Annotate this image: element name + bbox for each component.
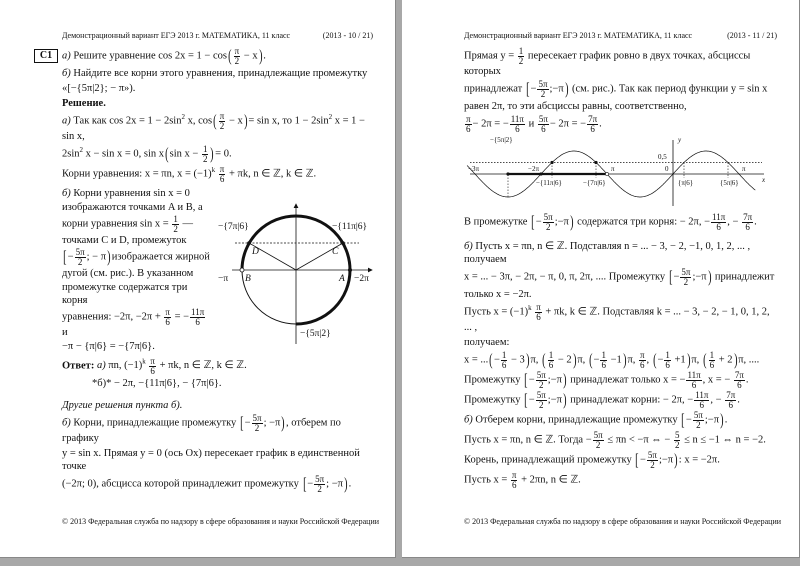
graph-label-5pi-6: {5π|6} (720, 179, 739, 187)
fraction: $\frac{1}{2}$ (173, 214, 178, 234)
fraction: $\frac{5\pi}{2}$ (536, 390, 546, 410)
graph-label-minus-7pi-6: −{7π|6} (583, 179, 606, 187)
alt-solution-heading: Другие решения пункта б). (62, 400, 183, 411)
solution-line: а) Так как $\cos 2x = 1 - 2\sin^2$ x, cos( $\frac{\pi}{2}$ − x)= sin x, то $1 - 2\sin^2$ x = 1 − sin x, (62, 111, 365, 142)
fraction: $\frac{11\pi}{6}$ (695, 390, 709, 410)
fraction: $\frac{\pi}{6}$ (511, 470, 517, 490)
fraction: $\frac{1}{6}$ (601, 350, 606, 370)
fraction: $\frac{7\pi}{6}$ (734, 370, 744, 390)
graph-point (594, 161, 597, 164)
text-line: Промежутку [− $\frac{5\pi}{2}$ ;−π) принадлежат корни: − 2π, − $\frac{11\pi}{6}$ , − $\frac{7\pi}{6}$ . (464, 390, 740, 410)
point-A (348, 268, 352, 272)
fraction: $\frac{11\pi}{6}$ (687, 370, 701, 390)
graph-label-y: y (678, 136, 682, 144)
label-minus-11pi-6: −{11π|6} (332, 222, 368, 232)
label-minus-pi: −π (218, 274, 229, 284)
label-B: B (245, 274, 251, 284)
page-number: (2013 - 10 / 21) (322, 31, 373, 40)
label-A: A (339, 274, 345, 284)
fraction: $\frac{1}{6}$ (709, 350, 715, 370)
point-C (341, 241, 345, 245)
page-header-row (464, 31, 777, 41)
solution-line: точками C и D, промежуток (62, 235, 187, 246)
fraction: $\frac{5\pi}{2}$ (75, 247, 85, 267)
answer-line (62, 357, 373, 375)
fraction: $\frac{5\pi}{2}$ (538, 79, 548, 99)
label-C: C (332, 247, 339, 257)
fraction: $\frac{5\pi}{2}$ (315, 474, 325, 494)
text-line: $\frac{\pi}{6}$ − 2π = − $\frac{11\pi}{6}$ и $\frac{5\pi}{6}$ − 2π = − $\frac{7\pi}{6}$ . (466, 114, 602, 134)
fraction: $\frac{\pi}{6}$ (466, 114, 471, 134)
solution-line: б) Корни уравнения sin x = 0 (62, 188, 190, 199)
page-10 (0, 0, 396, 558)
graph-open-point (605, 172, 608, 175)
alt-solution-line: (−2π; 0), абсцисса которой принадлежит промежутку [− $\frac{5\pi}{2}$ ; −π). (62, 474, 352, 494)
fraction: $\frac{5\pi}{2}$ (681, 267, 691, 287)
point-D (247, 241, 251, 245)
answer-label: Ответ: (62, 360, 95, 372)
fraction: $\frac{11\pi}{6}$ (191, 307, 205, 327)
solution-line: промежутке содержатся три корня (62, 282, 188, 306)
text-line: Корень, принадлежащий промежутку [− $\frac{5\pi}{2}$ ;−π): x = −2π. (464, 450, 720, 470)
solution-line: Корни уравнения: x = πn, $x = (-1)^k$ $\frac{\pi}{6}$ + πk, n ∈ ℤ, k ∈ ℤ. (62, 164, 317, 184)
graph-label-x: x (762, 176, 766, 184)
fraction: $\frac{\pi}{6}$ (219, 164, 225, 184)
solution-line: изображаются точками A и B, а (62, 202, 203, 213)
fraction: $\frac{\pi}{6}$ (536, 302, 541, 322)
text-line: x = ... − 3π, − 2π, − π, 0, π, 2π, .... Промежутку [− $\frac{5\pi}{2}$ ;−π) принадлежит (464, 267, 775, 287)
text-line: только x = −2π. (464, 289, 532, 300)
fraction: $\frac{7\pi}{6}$ (588, 114, 598, 134)
text-line: б) Пусть x = πn, n ∈ ℤ. Подставляя n = ... − 3, − 2, −1, 0, 1, 2, ... , получаем (464, 241, 751, 265)
graph-label-pi-6: {π|6} (678, 179, 694, 187)
graph-label-minus-pi: π (611, 165, 615, 173)
graph-point (550, 161, 553, 164)
sine-graph-figure (402, 136, 800, 210)
task-part-b: б) Найдите все корни этого уравнения, принадлежащие промежутку (62, 68, 368, 79)
fraction: $\frac{\pi}{2}$ (219, 111, 225, 131)
fraction: $\frac{11\pi}{6}$ (510, 114, 524, 134)
fraction: $\frac{7\pi}{6}$ (743, 212, 753, 232)
text-line: б) Отберем корни, принадлежащие промежутку [− $\frac{5\pi}{2}$ ;−π). (464, 410, 728, 430)
page-number: (2013 - 11 / 21) (727, 31, 777, 40)
text-line: x = ...(− $\frac{1}{6}$ − 3)π, ( $\frac{1}{6}$ − 2)π, (− $\frac{1}{6}$ −1)π, $\frac{\pi}{6}$ , (− $\frac{1}{6}$ +1)π, ( $\frac{1}{6}$ + 2)π, .... (464, 350, 760, 370)
fraction: $\frac{5\pi}{2}$ (543, 212, 553, 232)
solution-heading: Решение. (62, 98, 106, 109)
task-part-a: а) Решите уравнение cos 2x = 1 − cos( $\frac{\pi}{2}$ − x). (62, 46, 266, 66)
label-D: D (252, 247, 259, 257)
fraction: $\frac{5\pi}{2}$ (693, 410, 703, 430)
text-line: Промежутку [− $\frac{5\pi}{2}$ ;−π) принадлежат только x = − $\frac{11\pi}{6}$ , x = − $\frac{7\pi}{6}$ . (464, 370, 749, 390)
text-line: равен 2π, то эти абсциссы равны, соответственно, (464, 101, 687, 112)
task-interval: «[−{5π|2}; − π»). (62, 83, 136, 94)
fraction: $\frac{1}{2}$ (518, 46, 524, 66)
solution-b-text (62, 186, 212, 354)
text-line: Пусть x = πn, n ∈ ℤ. Тогда − $\frac{5\pi}{2}$ ≤ πn < −π ⇔ − $\frac{5}{2}$ ≤ n ≤ −1 ⇔ n = −2. (464, 430, 766, 450)
page-header: Демонстрационный вариант ЕГЭ 2013 г. МАТЕМАТИКА, 11 класс (62, 31, 291, 40)
graph-label-minus-3pi: −3π (468, 165, 479, 173)
fraction: $\frac{1}{6}$ (548, 350, 554, 370)
solution-line: $2\sin^2$ x − sin x = 0, sin x(sin x − $\frac{1}{2}$ )= 0. (62, 144, 232, 164)
fraction: $\frac{1}{6}$ (665, 350, 670, 370)
task-label: C1 (34, 49, 58, 63)
page-11 (402, 0, 800, 558)
fraction: $\frac{\pi}{6}$ (640, 350, 645, 370)
unit-circle-figure (218, 186, 374, 346)
fraction: $\frac{11\pi}{6}$ (712, 212, 726, 232)
label-minus-5pi-2: −{5π|2} (300, 329, 331, 339)
label-minus-2pi: −2π (354, 274, 369, 284)
graph-label-pi: π (742, 165, 746, 173)
fraction: $\frac{5\pi}{2}$ (536, 370, 546, 390)
alt-solution-line: б) Корни, принадлежащие промежутку [− $\frac{5\pi}{2}$ ; −π), отберем по графику (62, 413, 341, 444)
fraction: $\frac{5\pi}{2}$ (593, 430, 603, 450)
graph-label-minus-11pi-6: −{11π|6} (536, 179, 562, 187)
fraction: $\frac{5\pi}{2}$ (647, 450, 657, 470)
text-line: Пусть $x = (-1)^k$ $\frac{\pi}{6}$ + πk, k ∈ ℤ. Подставляя k = ... − 3, − 2, − 1, 0, 1, 2, ... , (464, 302, 770, 333)
page-footer: © 2013 Федеральная служба по надзору в сфере образования и науки Российской Федерации (62, 517, 379, 526)
graph-point (506, 172, 509, 175)
text-line: Прямая y = $\frac{1}{2}$ пересекает график ровно в двух точках, абсциссы которых (464, 46, 751, 77)
page-header: Демонстрационный вариант ЕГЭ 2013 г. МАТЕМАТИКА, 11 класс (464, 31, 693, 40)
page-footer: © 2013 Федеральная служба по надзору в сфере образования и науки Российской Федерации (464, 517, 781, 526)
fraction: $\frac{5\pi}{6}$ (538, 114, 548, 134)
graph-label-minus-5pi-2: −{5π|2} (490, 136, 513, 144)
fraction: $\frac{5}{2}$ (674, 430, 680, 450)
fraction: $\frac{1}{6}$ (501, 350, 507, 370)
solution-line: −π − {π|6} = −{7π|6}. (62, 341, 155, 352)
solution-b-with-figure (62, 186, 373, 354)
fraction: $\frac{\pi}{2}$ (234, 46, 240, 66)
text-line: Пусть x = $\frac{\pi}{6}$ + 2πn, n ∈ ℤ. (464, 470, 581, 490)
graph-label-minus-2pi: −2π (528, 165, 539, 173)
alt-solution-line: y = sin x. Прямая y = 0 (ось Ox) пересекает график в единственной точке (62, 448, 360, 472)
solution-line: [− $\frac{5\pi}{2}$ ; − π)изображается жирной (63, 247, 210, 267)
graph-label-zero: 0 (665, 165, 669, 173)
graph-label-half: 0,5 (658, 153, 667, 161)
text-line: принадлежат [− $\frac{5\pi}{2}$ ;−π) (см. рис.). Так как период функции y = sin x (464, 79, 768, 99)
solution-line: дугой (см. рис.). В указанном (62, 268, 194, 279)
solution-line: уравнения: −2π, −2π + $\frac{\pi}{6}$ = − $\frac{11\pi}{6}$ и (62, 307, 205, 338)
fraction: $\frac{1}{2}$ (202, 144, 208, 164)
text-line: В промежутке [− $\frac{5\pi}{2}$ ;−π) содержатся три корня: − 2π, − $\frac{11\pi}{6}$ , − $\frac{7\pi}{6}$ . (464, 212, 757, 232)
fraction: $\frac{7\pi}{6}$ (726, 390, 736, 410)
point-B-open (240, 268, 244, 272)
fraction: $\frac{\pi}{6}$ (150, 356, 155, 376)
fraction: $\frac{\pi}{6}$ (165, 307, 170, 327)
graph-point (539, 172, 542, 175)
text-line: получаем: (464, 337, 510, 348)
answer-a: а) πn, $(-1)^k$ $\frac{\pi}{6}$ + πk, n ∈ ℤ, k ∈ ℤ. (96, 356, 247, 376)
answer-b: *б)* − 2π, −{11π|6}, − {7π|6}. (92, 378, 222, 389)
page-header-row (62, 31, 373, 41)
label-minus-7pi-6: −{7π|6} (218, 222, 249, 232)
solution-line: корни уравнения sin x = $\frac{1}{2}$ — (62, 214, 193, 234)
fraction: $\frac{5\pi}{2}$ (252, 413, 262, 433)
